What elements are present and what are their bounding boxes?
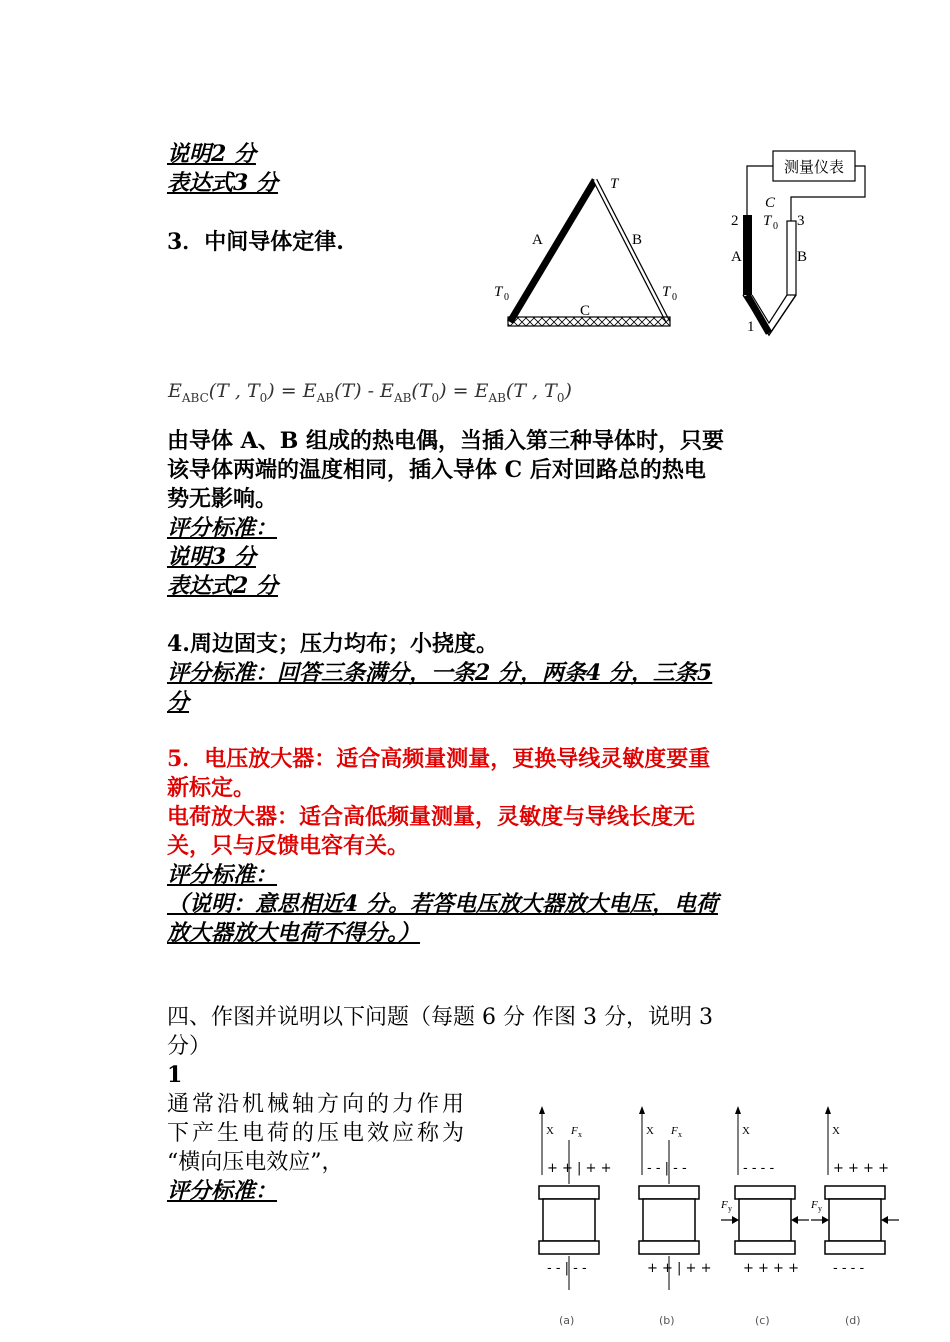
force-arrowhead-right [881,1216,888,1224]
formula-part: ) = E [439,380,489,402]
q5-red-line-3: 电荷放大器：适合高低频量测量，灵敏度与导线长度无 [167,804,696,830]
panel-label: (a) [559,1314,575,1327]
formula-part: ) = E [267,380,317,402]
label-t0-sub: 0 [773,221,778,232]
force-arrowhead-right [791,1216,798,1224]
q4-grading-line-1: 评分标准：回答三条满分，一条2 分，两条4 分，三条5 [167,660,713,686]
label-a: A [731,249,742,265]
axis-label: X [646,1125,654,1137]
label-t0-left: T [494,284,503,300]
label-t0-right-sub: 0 [672,292,677,303]
force-label: F [671,1125,678,1137]
section4-body-line-2: 下产生电荷的压电效应称为 [167,1121,468,1146]
q3-grading-line-2: 表达式2 分 [167,573,278,599]
top-electrode [735,1186,795,1199]
formula-part: (T , T [505,380,557,402]
q5-red-line-2: 新标定。 [167,775,256,801]
q3-grading-line-1: 说明3 分 [167,544,256,570]
axis-label: X [546,1125,554,1137]
label-t: T [610,176,619,192]
x-axis-arrowhead [735,1106,741,1114]
force-label: F [571,1125,578,1137]
section4-body-line-3: “横向压电效应”， [167,1150,344,1175]
q4-text: 4.周边固支；压力均布；小挠度。 [167,631,498,657]
label-t0-left-sub: 0 [504,292,509,303]
conductor-a [510,180,595,322]
thermocouple-meter-figure [725,145,875,345]
bottom-electrode [735,1241,795,1254]
top-electrode [825,1186,885,1199]
meter-label: 测量仪表 [783,158,845,176]
q5-grading-line-1: （说明：意思相近4 分。若答电压放大器放大电压，电荷 [167,891,718,917]
q5-red-line-4: 关，只与反馈电容有关。 [167,833,410,859]
crystal-body [739,1199,791,1241]
x-axis-arrowhead [639,1106,645,1114]
top-electrode [539,1186,599,1199]
label-t0-right: T [662,284,671,300]
section4-number: 1 [167,1062,183,1088]
label-c: C [765,195,776,211]
x-axis-arrowhead [539,1106,545,1114]
crystal-body [829,1199,881,1241]
formula-sub: AB [393,390,412,405]
formula-part: (T , T [208,380,260,402]
formula-sub: 0 [431,390,440,405]
label-c: C [580,303,591,319]
crystal-body [643,1199,695,1241]
formula-sub: AB [488,390,506,405]
wire-b [787,221,796,295]
panel-label: (d) [845,1314,861,1327]
label-t0: T [763,213,772,229]
top-charges: + + | + + [547,1161,612,1176]
bottom-electrode [825,1241,885,1254]
formula-sub: ABC [181,390,209,405]
label-b: B [632,232,643,248]
axis-label: X [832,1125,840,1137]
force-label: F [721,1199,728,1211]
force-label-sub: x [578,1130,582,1139]
formula-sub: AB [316,390,335,405]
axis-label: X [742,1125,750,1137]
force-arrowhead-left [732,1216,739,1224]
q3-grading-title: 评分标准： [167,515,278,541]
triangle-thermocouple-figure [490,170,690,340]
bottom-electrode [639,1241,699,1254]
bottom-charges: + + + + [743,1261,799,1276]
label-2: 2 [731,213,739,229]
q3-body-line-3: 势无影响。 [167,486,278,512]
q5-grading-title: 评分标准： [167,862,278,888]
force-label-sub: x [678,1130,682,1139]
q3-formula [168,380,572,405]
top-charges: - - - - [743,1161,775,1176]
q3-body-line-1: 由导体 A、B 组成的热电偶，当插入第三种导体时，只要 [167,428,724,454]
top-grading-line-2: 表达式3 分 [167,170,278,196]
force-label: F [811,1199,818,1211]
bottom-charges: - - - - [833,1261,865,1276]
panel-label: (b) [659,1314,675,1327]
top-charges: - - | - - [647,1161,687,1176]
section4-title-line-1: 四、作图并说明以下问题（每题 6 分 作图 3 分，说明 3 [167,1005,713,1030]
label-3: 3 [797,213,805,229]
label-a: A [532,232,543,248]
bottom-charges: + + | + + [647,1261,712,1276]
top-charges: + + + + [833,1161,889,1176]
section4-grading-title: 评分标准： [167,1178,278,1204]
formula-part: E [168,380,182,402]
panel-label: (c) [755,1314,770,1327]
label-b: B [797,249,808,265]
formula-part: (T [411,380,432,402]
formula-part: ) [564,380,572,402]
wire-a [743,215,752,295]
q4-grading-line-2: 分 [167,689,190,715]
q3-body-line-2: 该导体两端的温度相同，插入导体 C 后对回路总的热电 [167,457,706,483]
x-axis-arrowhead [825,1106,831,1114]
section4-body-line-1: 通常沿机械轴方向的力作用 [167,1092,468,1117]
q3-title: 3．中间导体定律. [167,229,344,255]
top-electrode [639,1186,699,1199]
crystal-body [543,1199,595,1241]
label-1: 1 [747,319,755,335]
bottom-electrode [539,1241,599,1254]
top-grading-line-1: 说明2 分 [167,141,256,167]
formula-sub: 0 [259,390,268,405]
force-arrowhead-left [822,1216,829,1224]
force-label-sub: y [728,1204,732,1213]
formula-part: (T) - E [334,380,394,402]
piezoelectric-effect-figure [525,1100,915,1335]
bottom-charges: - - | - - [547,1261,587,1276]
section4-title-line-2: 分） [167,1034,212,1059]
q5-grading-line-2: 放大器放大电荷不得分。） [167,920,421,946]
q5-red-line-1: 5．电压放大器：适合高频量测量，更换导线灵敏度要重 [167,746,711,772]
formula-sub: 0 [556,390,565,405]
force-label-sub: y [818,1204,822,1213]
